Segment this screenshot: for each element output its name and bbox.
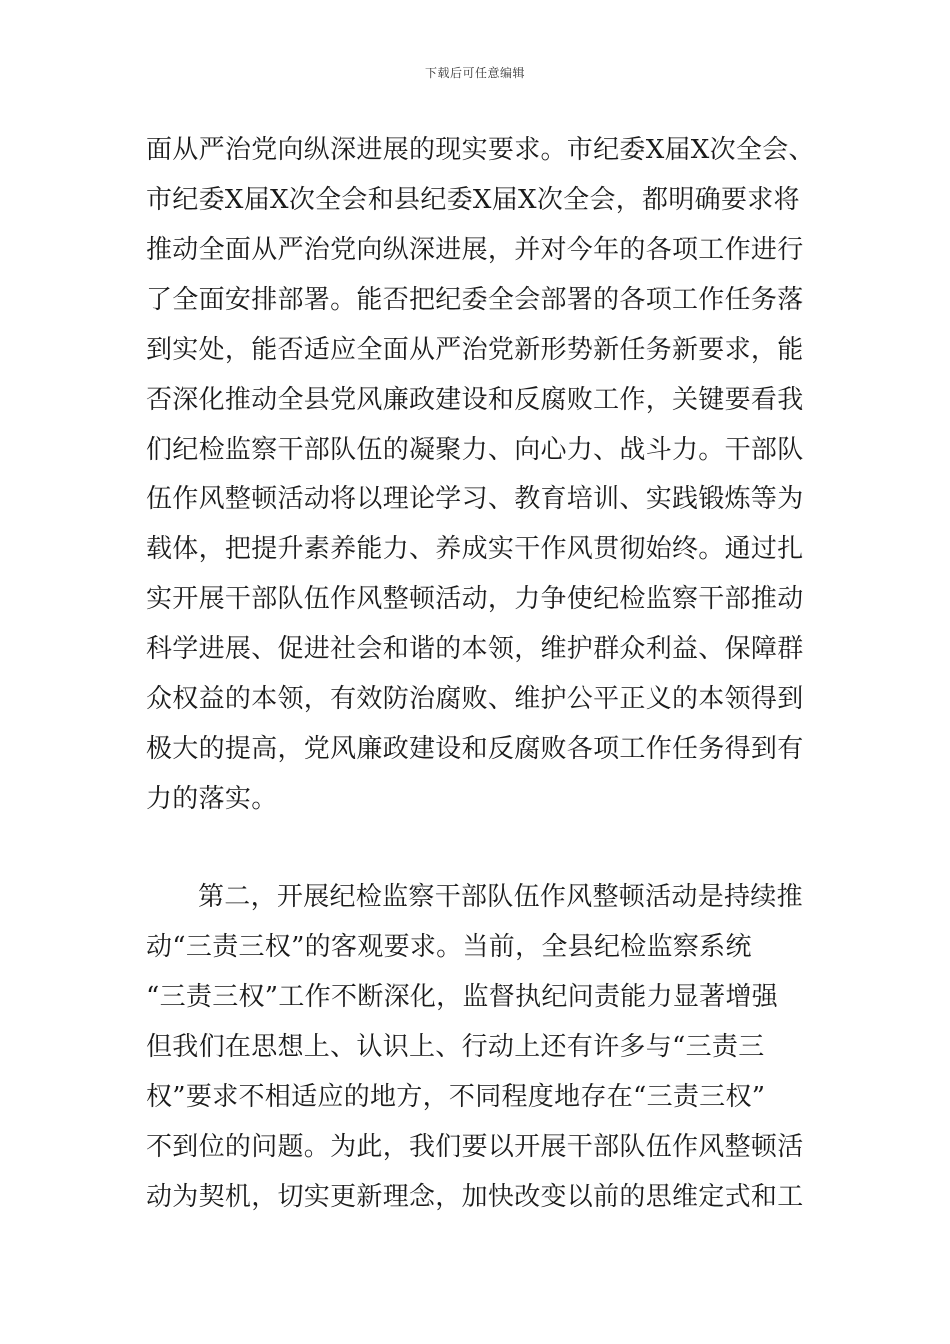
paragraph-line: 动“三责三权”的客观要求。当前，全县纪检监察系统	[146, 932, 752, 962]
paragraph-line: 极大的提高，党风廉政建设和反腐败各项工作任务得到有	[146, 734, 804, 764]
paragraph-line: 伍作风整顿活动将以理论学习、教育培训、实践锻炼等为	[146, 484, 804, 514]
paragraph-line: 推动全面从严治党向纵深进展，并对今年的各项工作进行	[146, 235, 804, 265]
paragraph-line: 载体，把提升素养能力、养成实干作风贯彻始终。通过扎	[146, 534, 804, 564]
paragraph-line: 力的落实。	[146, 784, 278, 814]
paragraph-line: 权”要求不相适应的地方，不同程度地存在“三责三权”	[146, 1082, 766, 1112]
paragraph-line: 动为契机，切实更新理念，加快改变以前的思维定式和工	[146, 1182, 804, 1212]
paragraph-line: 市纪委X届X次全会和县纪委X届X次全会，都明确要求将	[146, 185, 800, 215]
page-header: 下载后可任意编辑	[424, 66, 525, 80]
paragraph-line: 实开展干部队伍作风整顿活动，力争使纪检监察干部推动	[146, 584, 804, 614]
paragraph-line: 否深化推动全县党风廉政建设和反腐败工作，关键要看我	[146, 385, 804, 415]
paragraph-line: 面从严治党向纵深进展的现实要求。市纪委X届X次全会、	[146, 135, 815, 165]
paragraph-line: 但我们在思想上、认识上、行动上还有许多与“三责三	[146, 1032, 765, 1062]
paragraph-line: “三责三权”工作不断深化，监督执纪问责能力显著增强	[146, 982, 779, 1012]
paragraph-line: 第二，开展纪检监察干部队伍作风整顿活动是持续推	[198, 882, 803, 912]
paragraph-line: 科学进展、促进社会和谐的本领，维护群众利益、保障群	[146, 634, 804, 664]
paragraph-line: 们纪检监察干部队伍的凝聚力、向心力、战斗力。干部队	[146, 435, 804, 465]
paragraph-line: 到实处，能否适应全面从严治党新形势新任务新要求，能	[146, 335, 804, 365]
paragraph-line: 不到位的问题。为此，我们要以开展干部队伍作风整顿活	[146, 1132, 804, 1162]
paragraph-line: 众权益的本领，有效防治腐败、维护公平正义的本领得到	[146, 684, 804, 714]
paragraph-line: 了全面安排部署。能否把纪委全会部署的各项工作任务落	[146, 285, 804, 315]
